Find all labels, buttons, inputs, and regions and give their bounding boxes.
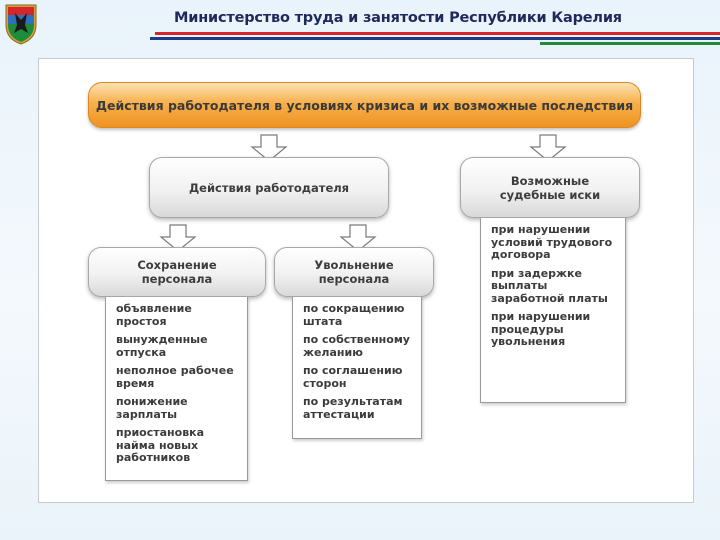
- list-item: по результатам аттестации: [303, 395, 403, 421]
- lawsuits-list: [480, 218, 626, 403]
- header-title: Министерство труда и занятости Республики Карелия: [174, 10, 622, 26]
- header-stripes: [150, 32, 720, 44]
- list-item: объявление простоя: [116, 302, 192, 328]
- dismissal-list: [292, 297, 422, 439]
- list-item: по сокращению штата: [303, 302, 405, 328]
- list-item: вынужденные отпуска: [116, 333, 208, 359]
- list-item: при нарушении процедуры увольнения: [491, 310, 591, 348]
- employer-actions-box: Действия работодателя: [149, 157, 389, 218]
- retention-box: Сохранение персонала: [88, 247, 266, 297]
- list-item: понижение зарплаты: [116, 395, 188, 421]
- list-item: при задержке выплаты заработной платы: [491, 266, 608, 305]
- list-item: по собственному желанию: [303, 333, 410, 359]
- list-item: при нарушении условий трудового договора: [491, 223, 613, 261]
- blue-stripe: [150, 37, 720, 40]
- top-title-box: Действия работодателя в условиях кризиса и их возможные последствия: [88, 82, 641, 128]
- list-item: по соглашению сторон: [303, 364, 403, 390]
- lawsuits-box: Возможные судебные иски: [460, 157, 640, 218]
- dismissal-box: Увольнение персонала: [274, 247, 434, 297]
- karelia-coat-of-arms-icon: [4, 3, 38, 45]
- list-item: неполное рабочее время: [116, 364, 234, 390]
- list-item: приостановка найма новых работников: [116, 426, 205, 464]
- green-stripe: [540, 42, 720, 45]
- red-stripe: [155, 32, 720, 35]
- retention-list: [105, 297, 248, 481]
